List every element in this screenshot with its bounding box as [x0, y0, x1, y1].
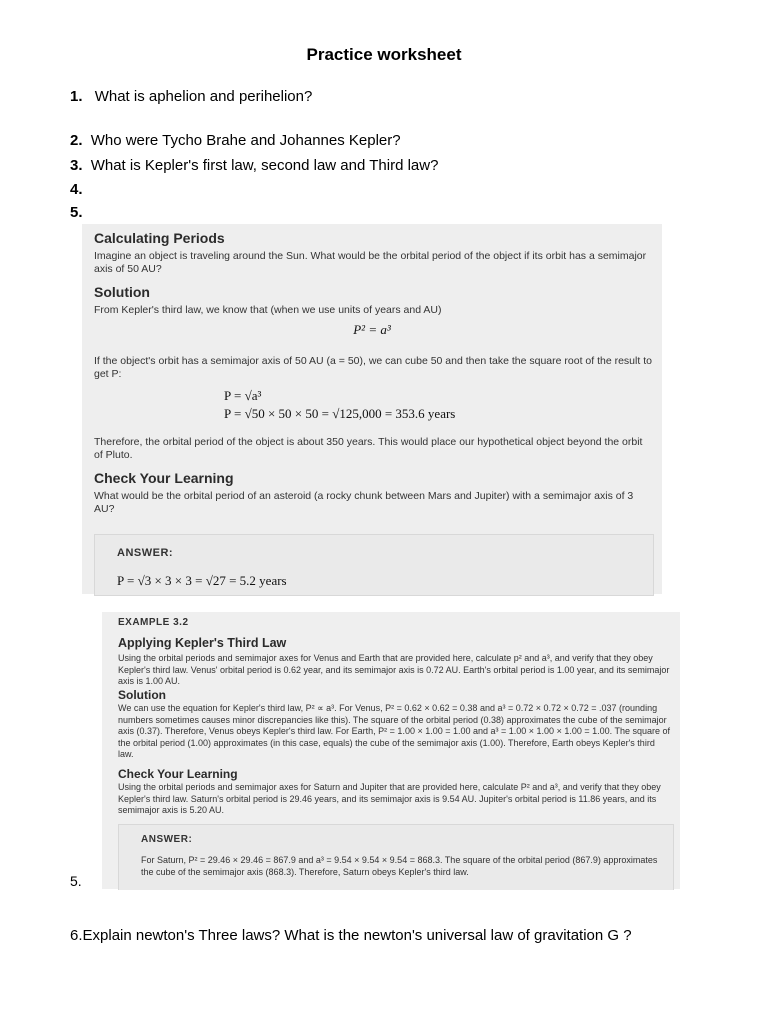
solution-heading: Solution — [94, 284, 150, 300]
equation-2: P = √50 × 50 × 50 = √125,000 = 353.6 years — [224, 406, 456, 421]
side-number: 5. — [70, 873, 82, 889]
check-text: Using the orbital periods and semimajor axes for Saturn and Jupiter that are provided here, calculate P² and a³, and verify that they obey Kepler's third law. Saturn's orbital period is 29.46 years, and its semimajor axis is 9.54 AU. Jupiter's orbital period is 11.86 years, and its semimajor axis is 5.20 AU. — [118, 782, 661, 815]
solution-heading: Solution — [118, 688, 166, 702]
check-heading: Check Your Learning — [118, 767, 238, 781]
panel-intro: Imagine an object is traveling around the Sun. What would be the orbital period of the object if its orbit has a semimajor axis of 50 AU? — [94, 250, 647, 275]
check-text: What would be the orbital period of an asteroid (a rocky chunk between Mars and Jupiter) with a semimajor axis of 3 AU? — [94, 490, 634, 515]
example-3-2-panel — [102, 612, 680, 889]
question-number: 5. — [70, 204, 83, 221]
answer-box — [94, 534, 654, 596]
question-number: 1. — [70, 88, 83, 105]
panel-intro: Using the orbital periods and semimajor axes for Venus and Earth that are provided here, calculate p² and a³, and verify that they obey Kepler's third law. Venus' orbital period is 0.62 year, and its semimajor axis is 0.72 AU. Earth's orbital period is 1.00 year, and its semimajor axis is 1.00 AU. — [118, 653, 670, 686]
answer-text: P = √3 × 3 × 3 = √27 = 5.2 years — [117, 573, 287, 588]
question-text: What is aphelion and perihelion? — [94, 88, 313, 105]
question-number: 2. — [70, 132, 83, 149]
question-6: 6.Explain newton's Three laws? What is the newton's universal law of gravitation G ? — [70, 927, 632, 944]
answer-box — [118, 824, 674, 890]
answer-label: ANSWER: — [117, 547, 174, 559]
paragraph-3: Therefore, the orbital period of the object is about 350 years. This would place our hypothetical object beyond the orbit of Pluto. — [94, 436, 643, 461]
example-label: EXAMPLE 3.2 — [118, 617, 189, 628]
answer-text: For Saturn, P² = 29.46 × 29.46 = 867.9 and a³ = 9.54 × 9.54 × 9.54 = 868.3. The square of the orbital period (867.9) approximates the cube of the semimajor axis (868.3). Therefore, Saturn obeys Kepler's third law. — [141, 855, 658, 877]
solution-text: From Kepler's third law, we know that (when we use units of years and AU) — [94, 304, 442, 316]
question-4 — [70, 181, 83, 198]
solution-text: We can use the equation for Kepler's third law, P² ∝ a³. For Venus, P² = 0.62 × 0.62 = 0.38 and a³ = 0.72 × 0.72 × 0.72 = .037 (rounding numbers sometimes causes minor discrepancies like this). The square of the orbital period (0.38) approximates the cube of the semimajor axis (0.37). Therefore, Venus obeys Kepler's third law. For Earth, P² = 1.00 × 1.00 = 1.00 and a³ = 1.00 × 1.00 × 1.00 = 1.00. The square of the orbital period (1.00) approximates (in this case, equals) the cube of the semimajor axis (1.00). Therefore, Earth obeys Kepler's third law. — [118, 703, 670, 759]
calculating-periods-panel — [82, 224, 662, 594]
panel-heading: Applying Kepler's Third Law — [118, 636, 287, 650]
equation-1: P = √a³ — [224, 388, 262, 403]
question-1 — [70, 88, 312, 105]
question-number: 3. — [70, 157, 83, 174]
question-5 — [70, 204, 83, 221]
page-title: Practice worksheet — [306, 45, 462, 64]
question-number: 4. — [70, 181, 83, 198]
question-3 — [70, 157, 438, 174]
question-2 — [70, 132, 401, 149]
panel-heading: Calculating Periods — [94, 230, 225, 246]
formula: P² = a³ — [353, 322, 391, 337]
paragraph-2: If the object's orbit has a semimajor axis of 50 AU (a = 50), we can cube 50 and then take the square root of the result to get P: — [94, 355, 652, 380]
answer-label: ANSWER: — [141, 834, 193, 845]
question-text: Who were Tycho Brahe and Johannes Kepler? — [90, 132, 401, 149]
question-text: What is Kepler's first law, second law and Third law? — [90, 157, 439, 174]
check-heading: Check Your Learning — [94, 470, 234, 486]
